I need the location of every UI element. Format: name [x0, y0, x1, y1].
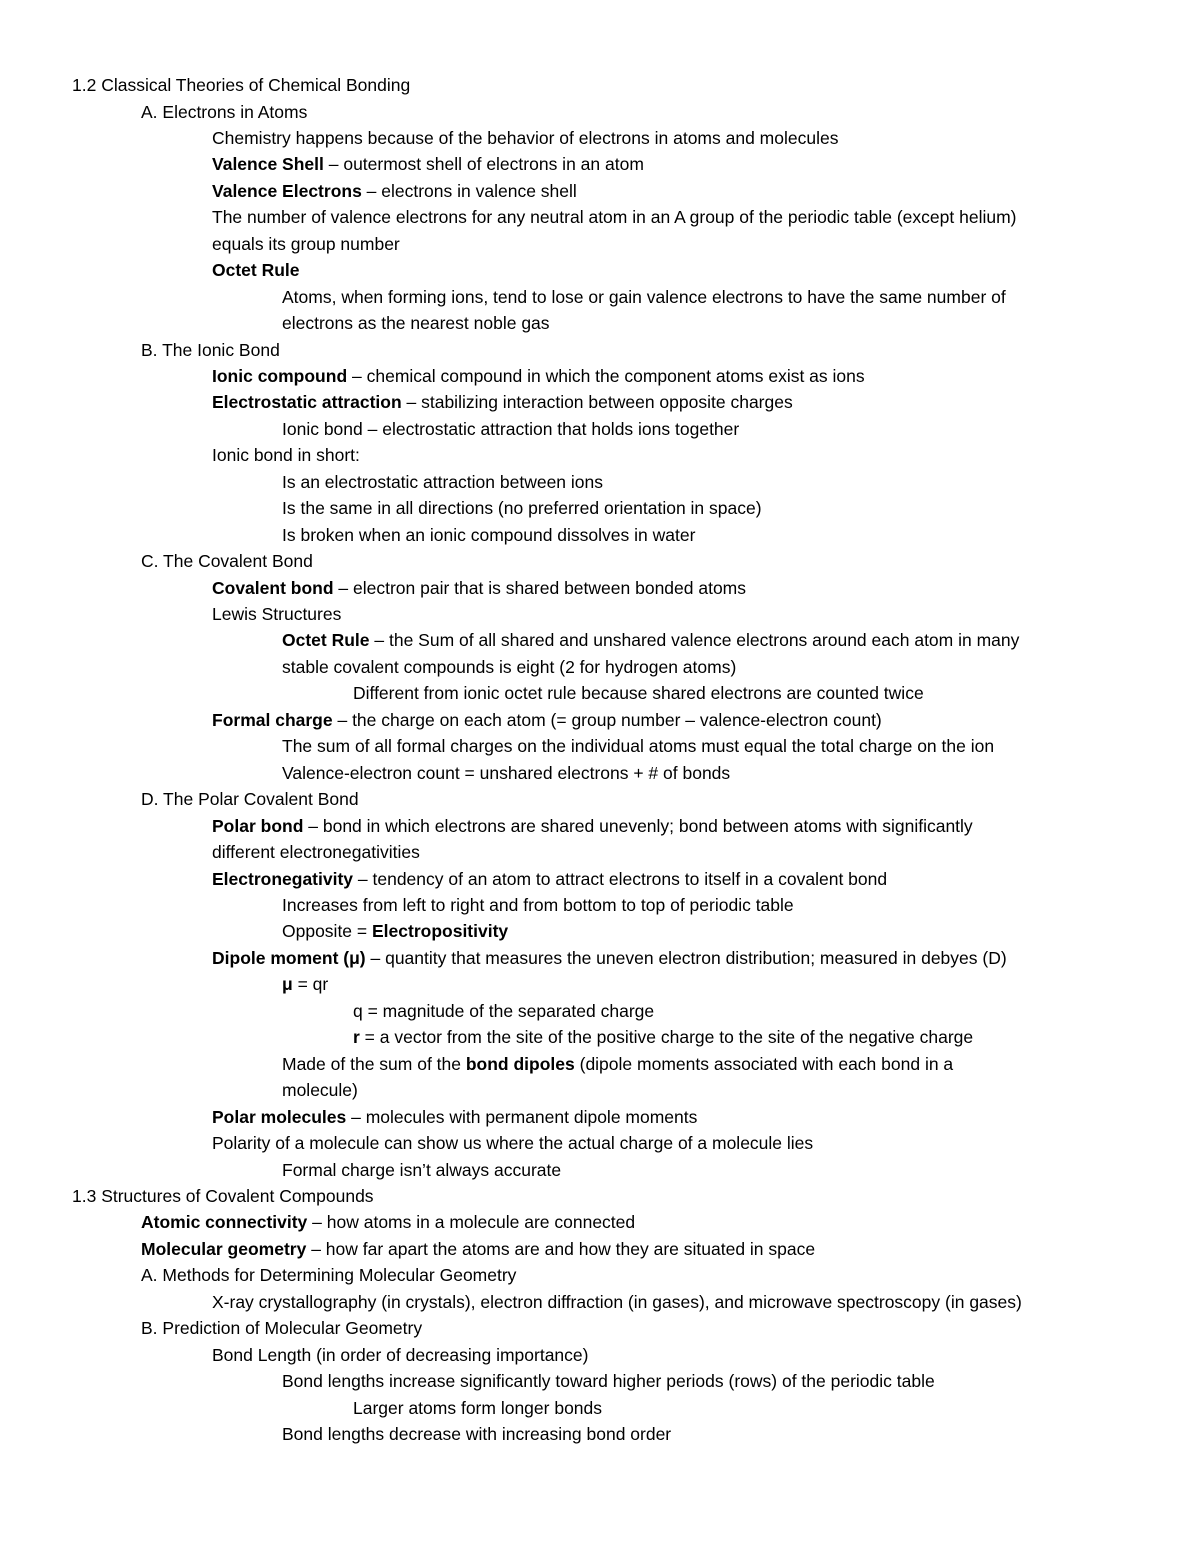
note-text: – tendency of an atom to attract electrons to itself in a covalent bond	[353, 868, 888, 889]
note-text: Lewis Structures	[212, 604, 342, 624]
note-text: Bond lengths increase significantly toward higher periods (rows) of the periodic table	[282, 1371, 935, 1391]
note-line	[282, 470, 603, 494]
note-text: – the Sum of all shared and unshared valence electrons around each atom in many	[369, 630, 1020, 651]
note-text: Larger atoms form longer bonds	[353, 1397, 603, 1418]
note-text: 1.2 Classical Theories of Chemical Bonding	[72, 75, 411, 95]
note-text: Bond Length (in order of decreasing importance)	[212, 1344, 589, 1365]
note-text: = qr	[292, 974, 329, 995]
note-line	[282, 311, 550, 335]
note-line	[141, 787, 359, 811]
note-line	[212, 840, 420, 864]
note-text: Atoms, when forming ions, tend to lose or gain valence electrons to have the same number of	[282, 286, 1006, 307]
note-text: – stabilizing interaction between opposite charges	[401, 392, 793, 413]
note-line	[141, 1210, 635, 1234]
note-line	[282, 496, 762, 520]
note-line	[212, 390, 793, 414]
note-line	[282, 972, 328, 996]
note-text: – electron pair that is shared between bonded atoms	[333, 577, 747, 598]
note-line	[212, 1105, 697, 1129]
note-line	[282, 1052, 953, 1076]
note-text: different electronegativities	[212, 842, 420, 862]
bold-term: Polar molecules	[212, 1106, 347, 1127]
note-text: Different from ionic octet rule because shared electrons are counted twice	[353, 683, 924, 704]
bold-term: Electropositivity	[372, 921, 509, 942]
note-line	[212, 1131, 813, 1155]
note-line	[353, 681, 924, 705]
note-line	[353, 999, 654, 1023]
note-text: A. Electrons in Atoms	[141, 101, 308, 122]
bold-term: Valence Electrons	[212, 180, 362, 201]
note-line	[282, 523, 695, 547]
note-text: – molecules with permanent dipole moments	[346, 1106, 698, 1127]
note-line	[212, 867, 887, 891]
note-text: Opposite =	[282, 921, 372, 942]
note-line	[212, 152, 644, 176]
note-line	[212, 126, 838, 150]
note-line	[212, 205, 1017, 229]
note-text: – how atoms in a molecule are connected	[307, 1212, 636, 1233]
note-line	[282, 655, 736, 679]
bold-term: Formal charge	[212, 709, 333, 730]
note-line	[282, 628, 1019, 652]
note-line	[212, 258, 300, 282]
note-line	[141, 1263, 516, 1287]
note-text: Chemistry happens because of the behavior of electrons in atoms and molecules	[212, 127, 839, 148]
note-text: Valence-electron count = unshared electrons + # of bonds	[282, 762, 731, 783]
note-text: Bond lengths decrease with increasing bond order	[282, 1424, 672, 1444]
bold-term: Octet Rule	[212, 260, 300, 281]
note-line	[212, 814, 973, 838]
note-line	[282, 1078, 358, 1102]
note-line	[72, 1184, 374, 1208]
note-line	[353, 1025, 973, 1049]
note-text: A. Methods for Determining Molecular Geometry	[141, 1265, 517, 1286]
bold-term: Dipole moment (μ)	[212, 947, 366, 968]
note-line	[282, 1422, 671, 1446]
note-text: 1.3 Structures of Covalent Compounds	[72, 1185, 374, 1206]
note-line	[72, 73, 410, 97]
note-text: (dipole moments associated with each bond in a	[574, 1053, 954, 1074]
bold-term: Electronegativity	[212, 868, 354, 889]
note-line	[212, 1290, 1022, 1314]
note-text: – how far apart the atoms are and how they are situated in space	[306, 1238, 816, 1259]
note-line	[141, 549, 313, 573]
note-text: B. The Ionic Bond	[141, 339, 280, 360]
note-text: – quantity that measures the uneven electron distribution; measured in debyes (D)	[365, 947, 1007, 968]
note-text: Ionic bond – electrostatic attraction that holds ions together	[282, 418, 740, 439]
note-text: Is the same in all directions (no preferred orientation in space)	[282, 498, 762, 519]
note-line	[282, 1158, 561, 1182]
bold-term: Valence Shell	[212, 154, 324, 175]
note-text: Ionic bond in short:	[212, 445, 360, 466]
bold-term: r	[353, 1027, 360, 1048]
bold-term: μ	[282, 974, 293, 995]
bold-term: Atomic connectivity	[141, 1212, 308, 1233]
note-line	[282, 893, 794, 917]
note-text: Polarity of a molecule can show us where the actual charge of a molecule lies	[212, 1133, 814, 1153]
note-line	[282, 1369, 935, 1393]
note-text: – bond in which electrons are shared unevenly; bond between atoms with significantly	[303, 815, 973, 836]
note-text: stable covalent compounds is eight (2 for hydrogen atoms)	[282, 656, 737, 677]
bold-term: Molecular geometry	[141, 1238, 307, 1259]
note-text: – chemical compound in which the component atoms exist as ions	[347, 365, 865, 386]
note-line	[212, 576, 746, 600]
note-text: Made of the sum of the	[282, 1053, 466, 1074]
note-line	[282, 761, 730, 785]
note-line	[212, 364, 865, 388]
note-line	[141, 100, 307, 124]
note-line	[141, 1316, 422, 1340]
note-text: D. The Polar Covalent Bond	[141, 789, 359, 810]
note-text: B. Prediction of Molecular Geometry	[141, 1318, 423, 1339]
note-line	[212, 179, 577, 203]
note-text: Is broken when an ionic compound dissolves in water	[282, 524, 696, 545]
note-text: electrons as the nearest noble gas	[282, 313, 550, 333]
bold-term: Covalent bond	[212, 577, 334, 598]
note-text: equals its group number	[212, 233, 400, 254]
note-line	[212, 443, 360, 467]
note-text: – electrons in valence shell	[361, 180, 577, 201]
bold-term: Octet Rule	[282, 630, 370, 651]
note-text: – outermost shell of electrons in an atom	[323, 154, 644, 175]
note-line	[282, 734, 994, 758]
note-line	[141, 1237, 815, 1261]
bold-term: Polar bond	[212, 815, 304, 836]
note-text: The sum of all formal charges on the individual atoms must equal the total charge on the ion	[282, 736, 995, 757]
note-text: molecule)	[282, 1080, 358, 1101]
note-line	[282, 285, 1006, 309]
note-text: Is an electrostatic attraction between ions	[282, 471, 604, 492]
note-text: C. The Covalent Bond	[141, 551, 313, 572]
note-text: – the charge on each atom (= group number – valence-electron count)	[332, 709, 882, 730]
note-line	[282, 919, 508, 943]
note-line	[141, 338, 280, 362]
note-line	[212, 1343, 588, 1367]
note-line	[212, 946, 1007, 970]
note-line	[353, 1396, 602, 1420]
note-text: = a vector from the site of the positive charge to the site of the negative charge	[359, 1027, 974, 1048]
note-text: Formal charge isn’t always accurate	[282, 1159, 562, 1180]
note-line	[212, 708, 882, 732]
note-text: X-ray crystallography (in crystals), electron diffraction (in gases), and microwave spectroscopy (in gases)	[212, 1291, 1022, 1312]
bold-term: Ionic compound	[212, 365, 348, 386]
note-line	[212, 602, 341, 626]
bold-term: bond dipoles	[465, 1053, 575, 1074]
note-text: q = magnitude of the separated charge	[353, 1000, 655, 1021]
note-line	[282, 417, 739, 441]
note-text: The number of valence electrons for any neutral atom in an A group of the periodic table (except helium)	[212, 207, 1017, 228]
note-text: Increases from left to right and from bottom to top of periodic table	[282, 894, 794, 915]
bold-term: Electrostatic attraction	[212, 392, 402, 413]
note-line	[212, 232, 400, 256]
